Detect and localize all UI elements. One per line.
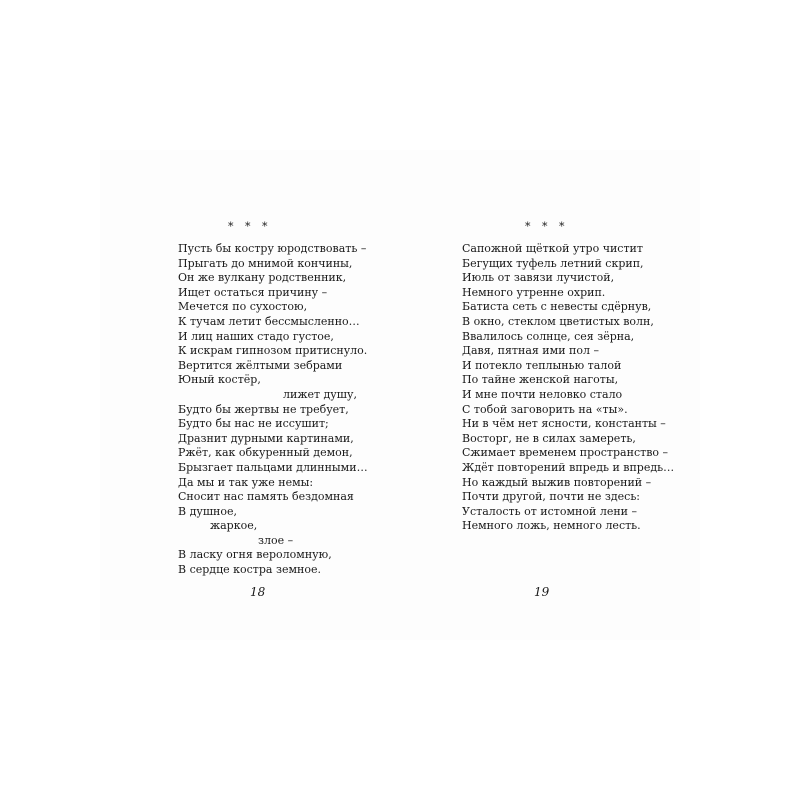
poem-line: И мне почти неловко стало <box>462 387 623 401</box>
poem-line: К тучам летит бессмысленно… <box>178 314 360 328</box>
right-page <box>400 150 700 640</box>
poem-line: жаркое, <box>210 519 258 533</box>
poem-line: Батиста сеть с невесты сдёрнув, <box>462 300 652 314</box>
poem-line: Июль от завязи лучистой, <box>462 271 615 285</box>
poem-line: лижет душу, <box>283 387 357 401</box>
section-ornament: * * * <box>525 220 569 233</box>
poem-line: Сапожной щёткой утро чистит <box>462 242 643 255</box>
poem-line: Вертится жёлтыми зебрами <box>178 358 343 372</box>
poem-line: Да мы и так уже немы: <box>178 475 314 489</box>
poem-line: И потекло теплынью талой <box>462 358 622 372</box>
poem-line: Ржёт, как обкуренный демон, <box>178 446 353 460</box>
poem-line: И лиц наших стадо густое, <box>178 329 334 343</box>
poem-line: Прыгать до мнимой кончины, <box>178 256 353 270</box>
poem-line: Дразнит дурными картинами, <box>178 431 354 445</box>
poem <box>178 242 368 578</box>
poem-line: Ждёт повторений впредь и впредь… <box>462 460 675 474</box>
poem-line: В ласку огня вероломную, <box>178 548 332 562</box>
poem-line: Бегущих туфель летний скрип, <box>462 256 644 270</box>
poem-line: Ищет остаться причину – <box>178 285 328 299</box>
poem-line: Будто бы жертвы не требует, <box>178 402 349 416</box>
poem-line: Будто бы нас не иссушит; <box>178 417 329 431</box>
poem-line: Брызгает пальцами длинными… <box>178 460 368 474</box>
page-number: 19 <box>534 585 550 599</box>
poem-line: Ни в чём нет ясности, константы – <box>462 417 666 431</box>
poem-line: Он же вулкану родственник, <box>178 271 347 285</box>
poem-line: С тобой заговорить на «ты». <box>462 402 628 416</box>
page-number: 18 <box>250 585 266 599</box>
poem-line: Сжимает временем пространство – <box>462 446 669 460</box>
poem-line: Усталость от истомной лени – <box>462 504 637 518</box>
section-ornament: * * * <box>228 220 272 233</box>
poem-line: К искрам гипнозом притиснуло. <box>178 344 368 358</box>
poem-line: Давя, пятная ими пол – <box>462 344 599 358</box>
poem-line: Сносит нас память бездомная <box>178 490 354 504</box>
poem-line: В сердце костра земное. <box>178 563 322 577</box>
poem-line: В окно, стеклом цветистых волн, <box>462 314 654 328</box>
poem-line: злое – <box>258 533 294 547</box>
poem-line: Немного утренне охрип. <box>462 285 606 299</box>
poem-line: По тайне женской наготы, <box>462 373 619 387</box>
left-page <box>100 150 400 640</box>
poem-line: Восторг, не в силах замереть, <box>462 431 636 445</box>
poem-line: Почти другой, почти не здесь: <box>462 490 641 504</box>
poem-line: Но каждый выжив повторений – <box>462 475 652 489</box>
poem <box>462 242 674 534</box>
poem-line: Юный костёр, <box>178 373 261 387</box>
book-spread <box>100 150 700 640</box>
poem-line: Пусть бы костру юродствовать – <box>178 242 367 255</box>
poem-line: Мечется по сухостою, <box>178 300 308 314</box>
poem-line: Ввалилось солнце, сея зёрна, <box>462 329 635 343</box>
poem-line: В душное, <box>178 504 238 518</box>
poem-line: Немного ложь, немного лесть. <box>462 519 641 533</box>
